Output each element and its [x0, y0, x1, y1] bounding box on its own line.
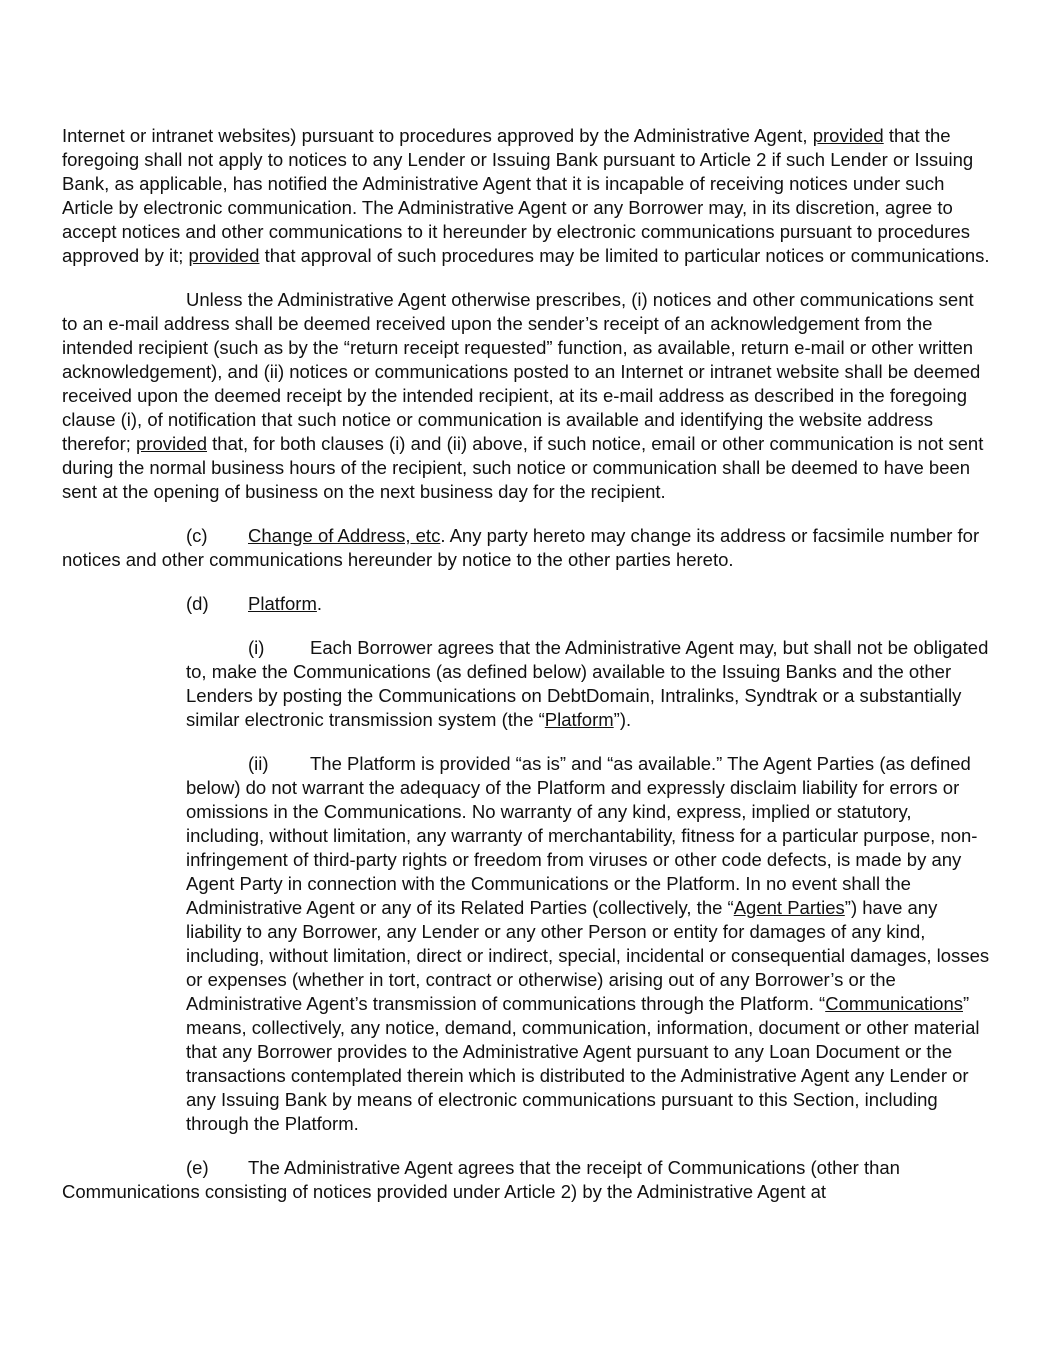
section-d-platform: (d) Platform. [186, 593, 323, 614]
subsection-d-i: (i) Each Borrower agrees that the Administrative Agent may, but shall not be obligated to, make the Communications (as defined below) available to the Issuing Banks and the other Lenders by posting the Communications on DebtDomain, Intralinks, Syndtrak or a substantially similar electronic transmission system (the “Platform”). [186, 637, 989, 730]
paragraph-email-receipt: Unless the Administrative Agent otherwise prescribes, (i) notices and other communications sent to an e-mail address shall be deemed received upon the sender’s receipt of an acknowledgement from the intended recipient (such as by the “return receipt requested” function, as available, return e-mail or other written acknowledgement), and (ii) notices or communications posted to an Internet or intranet website shall be deemed received upon the deemed receipt by the intended recipient, at its e-mail address as described in the foregoing clause (i), of notification that such notice or communication is available and identifying the website address therefor; provided that, for both clauses (i) and (ii) above, if such notice, email or other communication is not sent during the normal business hours of the recipient, such notice or communication shall be deemed to have been sent at the opening of business on the next business day for the recipient. [62, 289, 984, 502]
section-heading: Change of Address, etc [248, 525, 441, 546]
section-c-change-of-address: (c) Change of Address, etc. Any party hereto may change its address or facsimile number for notices and other communications hereunder by notice to the other parties hereto. [62, 525, 980, 570]
paragraph-notices-continued: Internet or intranet websites) pursuant to procedures approved by the Administrative Agent, provided that the foregoing shall not apply to notices to any Lender or Issuing Bank pursuant to Article 2 if such Lender or Issuing Bank, as applicable, has notified the Administrative Agent that it is incapable of receiving notices under such Article by electronic communication. The Administrative Agent or any Borrower may, in its discretion, agree to accept notices and other communications to it hereunder by electronic communications pursuant to procedures approved by it; provided that approval of such procedures may be limited to particular notices or communications. [62, 125, 990, 266]
section-number: (d) [186, 593, 209, 614]
provided-term: provided [188, 245, 260, 266]
section-number: (e) [186, 1157, 209, 1178]
section-heading: Platform [248, 593, 317, 614]
section-e-receipt: (e) The Administrative Agent agrees that the receipt of Communications (other than Communications consisting of notices provided under Article 2) by the Administrative Agent at [62, 1157, 900, 1202]
section-number: (c) [186, 525, 208, 546]
subsection-number: (i) [248, 637, 265, 658]
subsection-number: (ii) [248, 753, 269, 774]
defined-term-communications: Communications [825, 993, 963, 1014]
subsection-d-ii: (ii) The Platform is provided “as is” and “as available.” The Agent Parties (as defined below) do not warrant the adequacy of the Platform and expressly disclaim liability for errors or omissions in the Communications. No warranty of any kind, express, implied or statutory, including, without limitation, any warranty of merchantability, fitness for a particular purpose, non-infringement of third-party rights or freedom from viruses or other code defects, is made by any Agent Party in connection with the Communications or the Platform. In no event shall the Administrative Agent or any of its Related Parties (collectively, the “Agent Parties”) have any liability to any Borrower, any Lender or any other Person or entity for damages of any kind, including, without limitation, direct or indirect, special, incidental or consequential damages, losses or expenses (whether in tort, contract or otherwise) arising out of any Borrower’s or the Administrative Agent’s transmission of communications through the Platform. “Communications” means, collectively, any notice, demand, communication, information, document or other material that any Borrower provides to the Administrative Agent pursuant to any Loan Document or the transactions contemplated therein which is distributed to the Administrative Agent any Lender or any Issuing Bank by means of electronic communications pursuant to this Section, including through the Platform. [186, 753, 990, 1134]
provided-term: provided [812, 125, 884, 146]
document-page [62, 124, 992, 1204]
defined-term-agent-parties: Agent Parties [733, 897, 845, 918]
provided-term: provided [136, 433, 208, 454]
defined-term-platform: Platform [544, 709, 614, 730]
